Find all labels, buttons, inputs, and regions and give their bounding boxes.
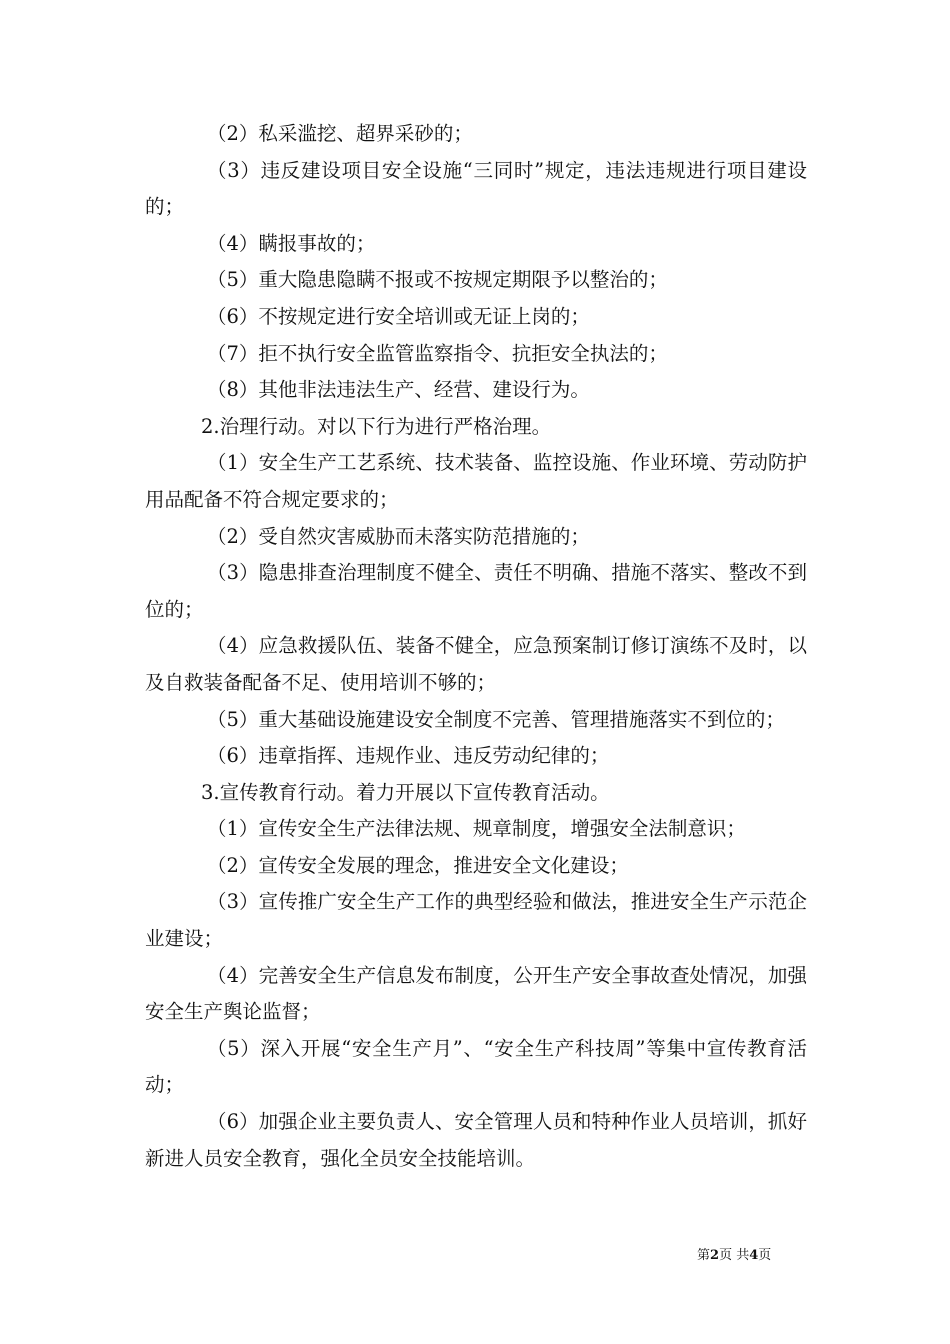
- list-item: （6）加强企业主要负责人、安全管理人员和特种作业人员培训，抓好新进人员安全教育，强化全员安全技能培训。: [145, 1110, 807, 1170]
- list-item: （3）隐患排查治理制度不健全、责任不明确、措施不落实、整改不到位的；: [145, 561, 807, 621]
- list-item: （7）拒不执行安全监管监察指令、抗拒安全执法的；: [207, 341, 668, 365]
- list-item: （3）宣传推广安全生产工作的典型经验和做法，推进安全生产示范企业建设；: [145, 890, 807, 951]
- list-item: （1）安全生产工艺系统、技术装备、监控设施、作业环境、劳动防护用品配备不符合规定要求的；: [145, 451, 807, 511]
- list-item: （2）宣传安全发展的理念，推进安全文化建设；: [207, 853, 629, 877]
- total-pages-number: 4: [749, 1248, 759, 1263]
- document-body: [145, 116, 807, 1177]
- list-item: （2）受自然灾害威胁而未落实防范措施的；: [207, 524, 590, 548]
- list-item: （6）违章指挥、违规作业、违反劳动纪律的；: [207, 744, 610, 768]
- current-page-number: 2: [710, 1248, 720, 1263]
- list-item: （5）重大隐患隐瞒不报或不按规定期限予以整治的；: [207, 268, 668, 292]
- list-item: （8）其他非法违法生产、经营、建设行为。: [207, 378, 590, 402]
- list-item: （5）深入开展“安全生产月”、“安全生产科技周”等集中宣传教育活动；: [145, 1036, 807, 1097]
- section-heading: 3.宣传教育行动。着力开展以下宣传教育活动。: [201, 780, 610, 804]
- list-item: （5）重大基础设施建设安全制度不完善、管理措施落实不到位的；: [207, 707, 785, 731]
- list-item: （3）违反建设项目安全设施“三同时”规定，违法违规进行项目建设的；: [145, 158, 807, 219]
- footer-middle: 页 共: [719, 1248, 750, 1263]
- footer-suffix: 页: [758, 1248, 772, 1263]
- list-item: （2）私采滥挖、超界采砂的；: [207, 122, 473, 145]
- footer-prefix: 第: [697, 1248, 711, 1263]
- list-item: （6）不按规定进行安全培训或无证上岗的；: [207, 304, 590, 328]
- list-item: （4）应急救援队伍、装备不健全，应急预案制订修订演练不及时，以及自救装备配备不足、使用培训不够的；: [145, 634, 807, 694]
- page-number-footer: [697, 1247, 817, 1265]
- section-heading: 2.治理行动。对以下行为进行严格治理。: [201, 414, 552, 438]
- list-item: （4）完善安全生产信息发布制度，公开生产安全事故查处情况，加强安全生产舆论监督；: [145, 963, 807, 1024]
- list-item: （4）瞒报事故的；: [207, 231, 376, 255]
- list-item: （1）宣传安全生产法律法规、规章制度，增强安全法制意识；: [207, 817, 746, 841]
